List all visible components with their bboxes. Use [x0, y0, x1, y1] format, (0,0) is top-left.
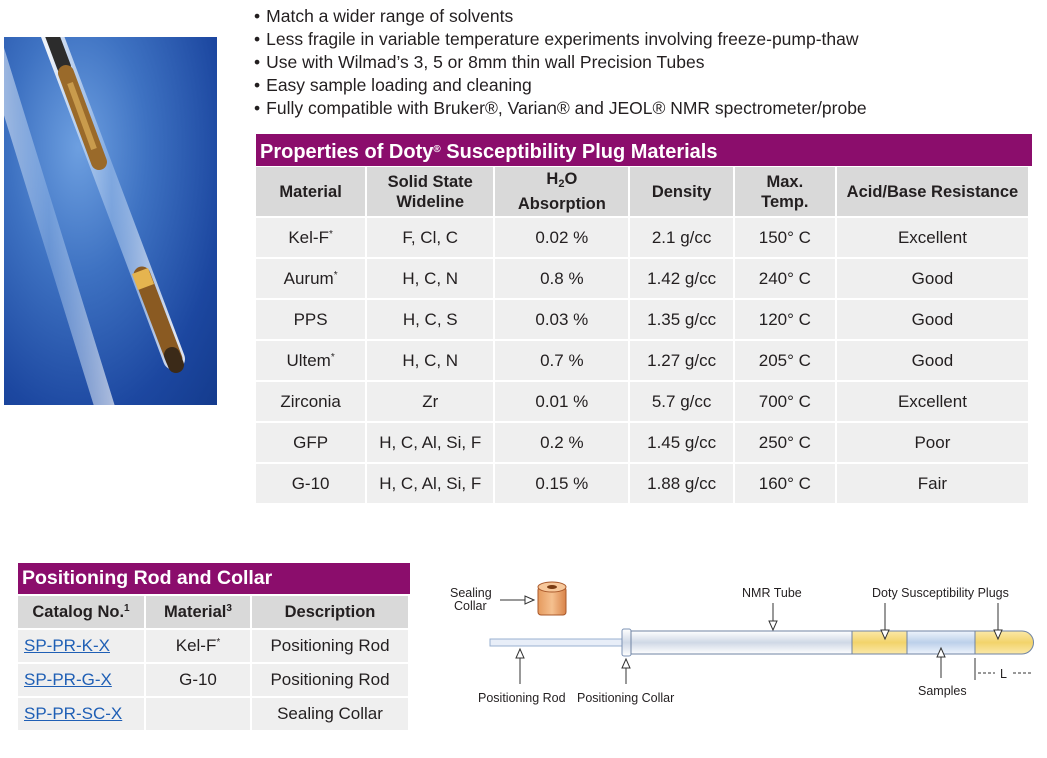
cell-h2o: 0.7 % — [495, 341, 628, 380]
cell-material — [146, 698, 250, 730]
table-row — [18, 698, 408, 730]
cell-material — [256, 423, 365, 462]
cell-density: 1.88 g/cc — [630, 464, 732, 503]
cell-h2o: 0.15 % — [495, 464, 628, 503]
cell-wideline: H, C, Al, Si, F — [367, 464, 493, 503]
feature-item: • Use with Wilmad’s 3, 5 or 8mm thin wall Precision Tubes — [254, 51, 867, 74]
cell-temp: 240° C — [735, 259, 835, 298]
header-text: Catalog No. — [32, 602, 125, 621]
col-header-resistance: Acid/Base Resistance — [837, 167, 1028, 216]
subscript: 2 — [558, 178, 565, 190]
title-text-rest: Susceptibility Plug Materials — [440, 141, 718, 163]
arrow-icon — [622, 659, 630, 684]
cell-h2o: 0.01 % — [495, 382, 628, 421]
nmr-tube-photo — [4, 37, 217, 405]
cell-material — [256, 259, 365, 298]
label-sealing-collar: Collar — [454, 599, 487, 613]
cell-h2o: 0.2 % — [495, 423, 628, 462]
label-length: L — [1000, 667, 1007, 681]
col-header-max-temp — [735, 167, 835, 216]
properties-table-title — [256, 134, 1032, 166]
arrow-icon — [516, 649, 524, 684]
feature-item: • Less fragile in variable temperature experiments involving freeze-pump-thaw — [254, 28, 867, 51]
table-row — [18, 630, 408, 662]
trademark-mark: * — [330, 351, 335, 363]
label-doty-plugs: Doty Susceptibility Plugs — [872, 586, 1009, 600]
col-header-density: Density — [630, 167, 732, 216]
cell-material — [256, 218, 365, 257]
header-line: Absorption — [517, 195, 606, 213]
sealing-collar-icon — [538, 582, 566, 615]
cell-h2o: 0.02 % — [495, 218, 628, 257]
table-row — [256, 423, 1028, 462]
cell-wideline: F, Cl, C — [367, 218, 493, 257]
material-name: GFP — [293, 432, 329, 452]
feature-item: • Match a wider range of solvents — [254, 5, 867, 28]
table-row — [256, 300, 1028, 339]
catalog-link[interactable]: SP-PR-K-X — [24, 636, 110, 655]
catalog-link[interactable]: SP-PR-G-X — [24, 670, 112, 689]
label-positioning-rod: Positioning Rod — [478, 691, 566, 705]
table-row — [256, 259, 1028, 298]
cell-resistance: Excellent — [837, 218, 1028, 257]
cell-resistance: Poor — [837, 423, 1028, 462]
cell-wideline: H, C, Al, Si, F — [367, 423, 493, 462]
cell-wideline: H, C, N — [367, 341, 493, 380]
cell-temp: 120° C — [735, 300, 835, 339]
header-line: Solid State — [387, 172, 473, 191]
cell-material — [146, 664, 250, 696]
rod-table-title: Positioning Rod and Collar — [18, 563, 410, 594]
cell-density: 2.1 g/cc — [630, 218, 732, 257]
cell-resistance: Excellent — [837, 382, 1028, 421]
cell-catalog — [18, 698, 144, 730]
cell-density: 1.27 g/cc — [630, 341, 732, 380]
material-name: PPS — [293, 309, 328, 329]
cell-catalog — [18, 630, 144, 662]
table-row — [256, 382, 1028, 421]
cell-wideline: H, C, S — [367, 300, 493, 339]
material-name: G-10 — [291, 473, 330, 493]
col-header-catalog — [18, 596, 144, 628]
cell-density: 1.42 g/cc — [630, 259, 732, 298]
label-samples: Samples — [918, 684, 967, 698]
table-row — [18, 664, 408, 696]
cell-h2o: 0.8 % — [495, 259, 628, 298]
cell-resistance: Fair — [837, 464, 1028, 503]
cell-material — [256, 300, 365, 339]
cell-resistance: Good — [837, 259, 1028, 298]
header-line: Wideline — [396, 192, 465, 211]
positioning-collar — [622, 629, 631, 656]
cell-temp: 160° C — [735, 464, 835, 503]
cell-catalog — [18, 664, 144, 696]
cell-temp: 150° C — [735, 218, 835, 257]
trademark-mark: * — [333, 269, 338, 281]
arrow-icon — [500, 596, 534, 604]
trademark-mark: * — [328, 228, 333, 240]
footnote-mark: 1 — [124, 602, 130, 614]
arrow-icon — [881, 603, 889, 639]
catalog-link[interactable]: SP-PR-SC-X — [24, 704, 123, 723]
arrow-icon — [994, 603, 1002, 639]
cell-description: Positioning Rod — [252, 630, 408, 662]
title-text: Properties of Doty — [260, 141, 434, 163]
table-row — [256, 341, 1028, 380]
trademark-mark: * — [216, 637, 221, 648]
feature-list — [254, 5, 867, 120]
table-row — [256, 464, 1028, 503]
col-header-material — [146, 596, 250, 628]
cell-temp: 250° C — [735, 423, 835, 462]
material-name: Zirconia — [280, 391, 341, 411]
header-line: Max. — [766, 172, 804, 191]
cell-resistance: Good — [837, 300, 1028, 339]
cell-material — [256, 341, 365, 380]
upper-plug — [852, 631, 907, 654]
header-text: Material — [164, 602, 227, 621]
positioning-rod — [490, 639, 622, 646]
label-sealing-collar: Sealing — [450, 586, 492, 600]
material-name: Ultem — [286, 350, 331, 370]
material-name: Kel-F — [288, 227, 329, 247]
header-line: O — [564, 170, 578, 188]
material-name: G-10 — [179, 670, 217, 689]
nmr-tube-diagram — [440, 570, 1040, 720]
col-header-material: Material — [256, 167, 365, 216]
cell-material — [256, 464, 365, 503]
label-positioning-collar: Positioning Collar — [577, 691, 675, 705]
arrow-icon — [769, 603, 777, 630]
material-name: Aurum — [283, 268, 334, 288]
cell-density: 5.7 g/cc — [630, 382, 732, 421]
col-header-h2o — [495, 167, 628, 216]
cell-temp: 205° C — [735, 341, 835, 380]
cell-wideline: Zr — [367, 382, 493, 421]
registered-mark: ® — [433, 144, 441, 155]
cell-temp: 700° C — [735, 382, 835, 421]
cell-material — [146, 630, 250, 662]
cell-h2o: 0.03 % — [495, 300, 628, 339]
feature-item: • Fully compatible with Bruker®, Varian® and JEOL® NMR spectrometer/probe — [254, 97, 867, 120]
material-name: Kel-F — [175, 636, 217, 655]
cell-density: 1.35 g/cc — [630, 300, 732, 339]
label-nmr-tube: NMR Tube — [742, 586, 802, 600]
properties-table — [254, 165, 1030, 505]
lower-plug — [975, 631, 1034, 654]
col-header-description: Description — [252, 596, 408, 628]
cell-resistance: Good — [837, 341, 1028, 380]
cell-density: 1.45 g/cc — [630, 423, 732, 462]
header-line: H — [546, 170, 559, 188]
cell-material — [256, 382, 365, 421]
header-line: Temp. — [761, 192, 809, 211]
cell-wideline: H, C, N — [367, 259, 493, 298]
col-header-wideline — [367, 167, 493, 216]
cell-description: Sealing Collar — [252, 698, 408, 730]
feature-item: • Easy sample loading and cleaning — [254, 74, 867, 97]
rod-table — [16, 594, 410, 732]
cell-description: Positioning Rod — [252, 664, 408, 696]
footnote-mark: 3 — [226, 602, 232, 614]
table-row — [256, 218, 1028, 257]
